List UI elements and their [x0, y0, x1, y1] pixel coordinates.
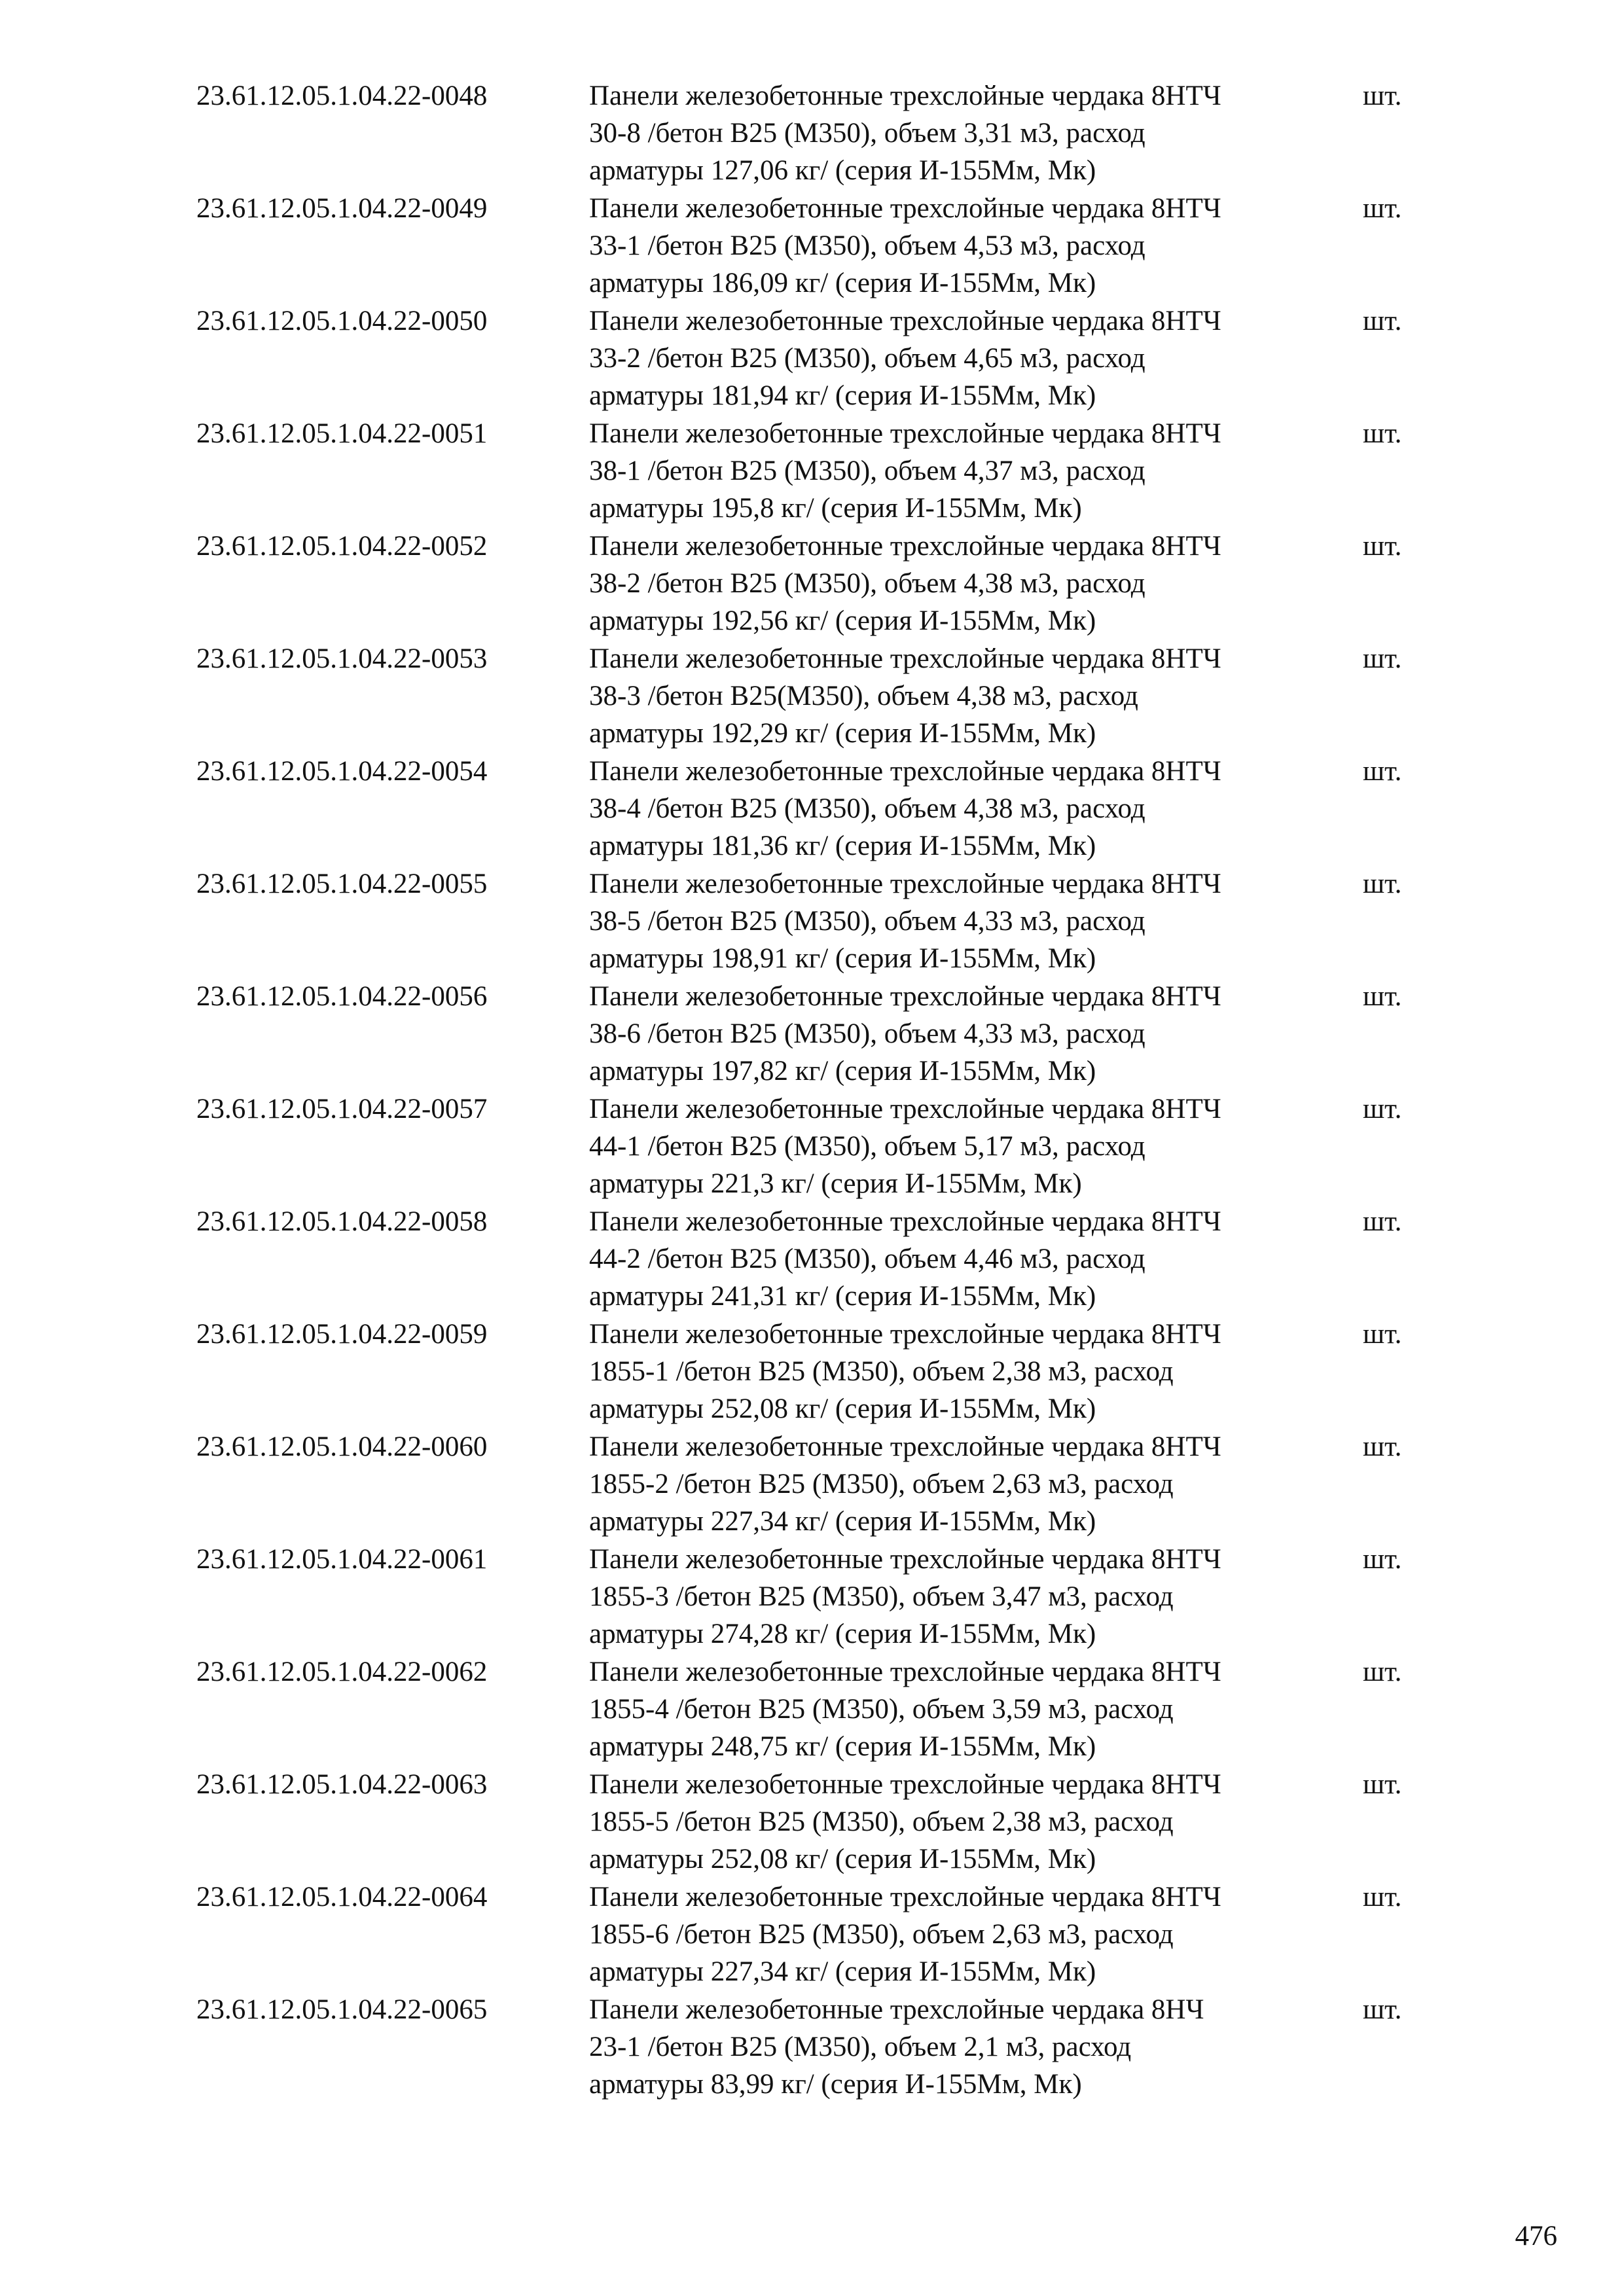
description-line: Панели железобетонные трехслойные чердака 8НТЧ — [589, 81, 1221, 111]
description-line: арматуры 248,75 кг/ (серия И-155Мм, Мк) — [589, 1731, 1096, 1762]
description-line: арматуры 195,8 кг/ (серия И-155Мм, Мк) — [589, 493, 1082, 524]
resource-description — [589, 528, 1363, 639]
resource-code: 23.61.12.05.1.04.22-0065 — [196, 1994, 488, 2025]
description-line: 33-2 /бетон В25 (М350), объем 4,65 м3, расход — [589, 343, 1146, 374]
description-line: 1855-1 /бетон В25 (М350), объем 2,38 м3, расход — [589, 1356, 1174, 1387]
table-row — [196, 865, 1440, 978]
description-line: арматуры 83,99 кг/ (серия И-155Мм, Мк) — [589, 2069, 1082, 2100]
resource-description — [589, 415, 1363, 527]
description-line: Панели железобетонные трехслойные чердака 8НТЧ — [589, 869, 1221, 899]
unit-of-measure: шт. — [1363, 1319, 1402, 1350]
resource-description — [589, 978, 1363, 1090]
unit-of-measure: шт. — [1363, 81, 1402, 111]
resource-code: 23.61.12.05.1.04.22-0051 — [196, 418, 488, 449]
description-line: 38-6 /бетон В25 (М350), объем 4,33 м3, расход — [589, 1018, 1146, 1049]
table-row — [196, 1541, 1440, 1653]
description-line: 1855-5 /бетон В25 (М350), объем 2,38 м3, расход — [589, 1806, 1174, 1837]
table-row — [196, 1316, 1440, 1428]
resource-code: 23.61.12.05.1.04.22-0052 — [196, 531, 488, 562]
page-number: 476 — [1515, 2221, 1557, 2251]
description-line: Панели железобетонные трехслойные чердака 8НТЧ — [589, 1769, 1221, 1800]
resource-description — [589, 1316, 1363, 1427]
description-line: Панели железобетонные трехслойные чердака 8НТЧ — [589, 1431, 1221, 1462]
unit-of-measure: шт. — [1363, 193, 1402, 224]
description-line: Панели железобетонные трехслойные чердака 8НТЧ — [589, 981, 1221, 1012]
description-line: Панели железобетонные трехслойные чердака 8НТЧ — [589, 306, 1221, 336]
description-line: арматуры 127,06 кг/ (серия И-155Мм, Мк) — [589, 155, 1096, 186]
resource-description — [589, 1653, 1363, 1765]
description-line: арматуры 192,56 кг/ (серия И-155Мм, Мк) — [589, 605, 1096, 636]
unit-of-measure: шт. — [1363, 756, 1402, 787]
table-row — [196, 1991, 1440, 2104]
unit-of-measure: шт. — [1363, 1882, 1402, 1912]
table-row — [196, 1653, 1440, 1766]
resource-code: 23.61.12.05.1.04.22-0050 — [196, 306, 488, 336]
resource-code: 23.61.12.05.1.04.22-0061 — [196, 1544, 488, 1575]
description-line: 1855-4 /бетон В25 (М350), объем 3,59 м3, расход — [589, 1694, 1174, 1725]
description-line: арматуры 252,08 кг/ (серия И-155Мм, Мк) — [589, 1393, 1096, 1424]
unit-of-measure: шт. — [1363, 1657, 1402, 1687]
resource-code: 23.61.12.05.1.04.22-0056 — [196, 981, 488, 1012]
table-row — [196, 753, 1440, 865]
resource-code: 23.61.12.05.1.04.22-0048 — [196, 81, 488, 111]
resource-description — [589, 1766, 1363, 1878]
table-row — [196, 190, 1440, 302]
description-line: 1855-2 /бетон В25 (М350), объем 2,63 м3, расход — [589, 1469, 1174, 1499]
resource-code: 23.61.12.05.1.04.22-0059 — [196, 1319, 488, 1350]
table-row — [196, 1090, 1440, 1203]
description-line: Панели железобетонные трехслойные чердака 8НТЧ — [589, 1094, 1221, 1124]
description-line: арматуры 221,3 кг/ (серия И-155Мм, Мк) — [589, 1168, 1082, 1199]
resource-code: 23.61.12.05.1.04.22-0055 — [196, 869, 488, 899]
description-line: 38-4 /бетон В25 (М350), объем 4,38 м3, расход — [589, 793, 1146, 824]
description-line: Панели железобетонные трехслойные чердака 8НТЧ — [589, 193, 1221, 224]
description-line: Панели железобетонные трехслойные чердака 8НТЧ — [589, 531, 1221, 562]
resource-code: 23.61.12.05.1.04.22-0053 — [196, 643, 488, 674]
resource-description — [589, 1991, 1363, 2103]
resource-description — [589, 1541, 1363, 1653]
description-line: 1855-6 /бетон В25 (М350), объем 2,63 м3, расход — [589, 1919, 1174, 1950]
unit-of-measure: шт. — [1363, 1544, 1402, 1575]
unit-of-measure: шт. — [1363, 1206, 1402, 1237]
description-line: 30-8 /бетон В25 (М350), объем 3,31 м3, расход — [589, 118, 1146, 149]
table-row — [196, 978, 1440, 1090]
unit-of-measure: шт. — [1363, 869, 1402, 899]
description-line: Панели железобетонные трехслойные чердака 8НТЧ — [589, 1319, 1221, 1350]
description-line: 38-2 /бетон В25 (М350), объем 4,38 м3, расход — [589, 568, 1146, 599]
unit-of-measure: шт. — [1363, 418, 1402, 449]
unit-of-measure: шт. — [1363, 1431, 1402, 1462]
description-line: 38-3 /бетон В25(М350), объем 4,38 м3, расход — [589, 681, 1138, 711]
table-row — [196, 77, 1440, 190]
description-line: арматуры 252,08 кг/ (серия И-155Мм, Мк) — [589, 1844, 1096, 1874]
resource-code: 23.61.12.05.1.04.22-0058 — [196, 1206, 488, 1237]
table-row — [196, 415, 1440, 528]
description-line: 23-1 /бетон В25 (М350), объем 2,1 м3, расход — [589, 2032, 1132, 2062]
table-row — [196, 1766, 1440, 1878]
unit-of-measure: шт. — [1363, 531, 1402, 562]
description-line: 38-5 /бетон В25 (М350), объем 4,33 м3, расход — [589, 906, 1146, 937]
table-row — [196, 1203, 1440, 1316]
unit-of-measure: шт. — [1363, 643, 1402, 674]
unit-of-measure: шт. — [1363, 981, 1402, 1012]
resource-code: 23.61.12.05.1.04.22-0064 — [196, 1882, 488, 1912]
description-line: 33-1 /бетон В25 (М350), объем 4,53 м3, расход — [589, 230, 1146, 261]
unit-of-measure: шт. — [1363, 1994, 1402, 2025]
resource-code: 23.61.12.05.1.04.22-0060 — [196, 1431, 488, 1462]
table-row — [196, 1428, 1440, 1541]
description-line: Панели железобетонные трехслойные чердака 8НТЧ — [589, 418, 1221, 449]
resource-description — [589, 640, 1363, 752]
resource-description — [589, 865, 1363, 977]
description-line: Панели железобетонные трехслойные чердака 8НЧ — [589, 1994, 1204, 2025]
table-row — [196, 1878, 1440, 1991]
description-line: арматуры 227,34 кг/ (серия И-155Мм, Мк) — [589, 1956, 1096, 1987]
description-line: Панели железобетонные трехслойные чердака 8НТЧ — [589, 1882, 1221, 1912]
resource-code: 23.61.12.05.1.04.22-0049 — [196, 193, 488, 224]
resource-code: 23.61.12.05.1.04.22-0057 — [196, 1094, 488, 1124]
description-line: арматуры 227,34 кг/ (серия И-155Мм, Мк) — [589, 1506, 1096, 1537]
description-line: арматуры 192,29 кг/ (серия И-155Мм, Мк) — [589, 718, 1096, 749]
table-row — [196, 640, 1440, 753]
unit-of-measure: шт. — [1363, 1769, 1402, 1800]
description-line: 44-1 /бетон В25 (М350), объем 5,17 м3, расход — [589, 1131, 1146, 1162]
resource-description — [589, 1090, 1363, 1202]
description-line: арматуры 181,94 кг/ (серия И-155Мм, Мк) — [589, 380, 1096, 411]
description-line: арматуры 198,91 кг/ (серия И-155Мм, Мк) — [589, 943, 1096, 974]
description-line: Панели железобетонные трехслойные чердака 8НТЧ — [589, 1544, 1221, 1575]
description-line: арматуры 274,28 кг/ (серия И-155Мм, Мк) — [589, 1619, 1096, 1649]
description-line: арматуры 181,36 кг/ (серия И-155Мм, Мк) — [589, 831, 1096, 861]
resource-code: 23.61.12.05.1.04.22-0054 — [196, 756, 488, 787]
resource-description — [589, 1428, 1363, 1540]
resource-description — [589, 1203, 1363, 1315]
description-line: Панели железобетонные трехслойные чердака 8НТЧ — [589, 756, 1221, 787]
resource-description — [589, 302, 1363, 414]
resource-description — [589, 1878, 1363, 1990]
description-line: Панели железобетонные трехслойные чердака 8НТЧ — [589, 643, 1221, 674]
description-line: 1855-3 /бетон В25 (М350), объем 3,47 м3, расход — [589, 1581, 1174, 1612]
description-line: арматуры 186,09 кг/ (серия И-155Мм, Мк) — [589, 268, 1096, 298]
description-line: 38-1 /бетон В25 (М350), объем 4,37 м3, расход — [589, 456, 1146, 486]
table-row — [196, 302, 1440, 415]
price-list-table — [196, 77, 1440, 2104]
table-row — [196, 528, 1440, 640]
resource-code: 23.61.12.05.1.04.22-0063 — [196, 1769, 488, 1800]
unit-of-measure: шт. — [1363, 1094, 1402, 1124]
resource-description — [589, 190, 1363, 302]
resource-description — [589, 77, 1363, 189]
description-line: 44-2 /бетон В25 (М350), объем 4,46 м3, расход — [589, 1244, 1146, 1274]
description-line: арматуры 197,82 кг/ (серия И-155Мм, Мк) — [589, 1056, 1096, 1086]
resource-description — [589, 753, 1363, 865]
description-line: Панели железобетонные трехслойные чердака 8НТЧ — [589, 1657, 1221, 1687]
unit-of-measure: шт. — [1363, 306, 1402, 336]
resource-code: 23.61.12.05.1.04.22-0062 — [196, 1657, 488, 1687]
description-line: арматуры 241,31 кг/ (серия И-155Мм, Мк) — [589, 1281, 1096, 1312]
description-line: Панели железобетонные трехслойные чердака 8НТЧ — [589, 1206, 1221, 1237]
